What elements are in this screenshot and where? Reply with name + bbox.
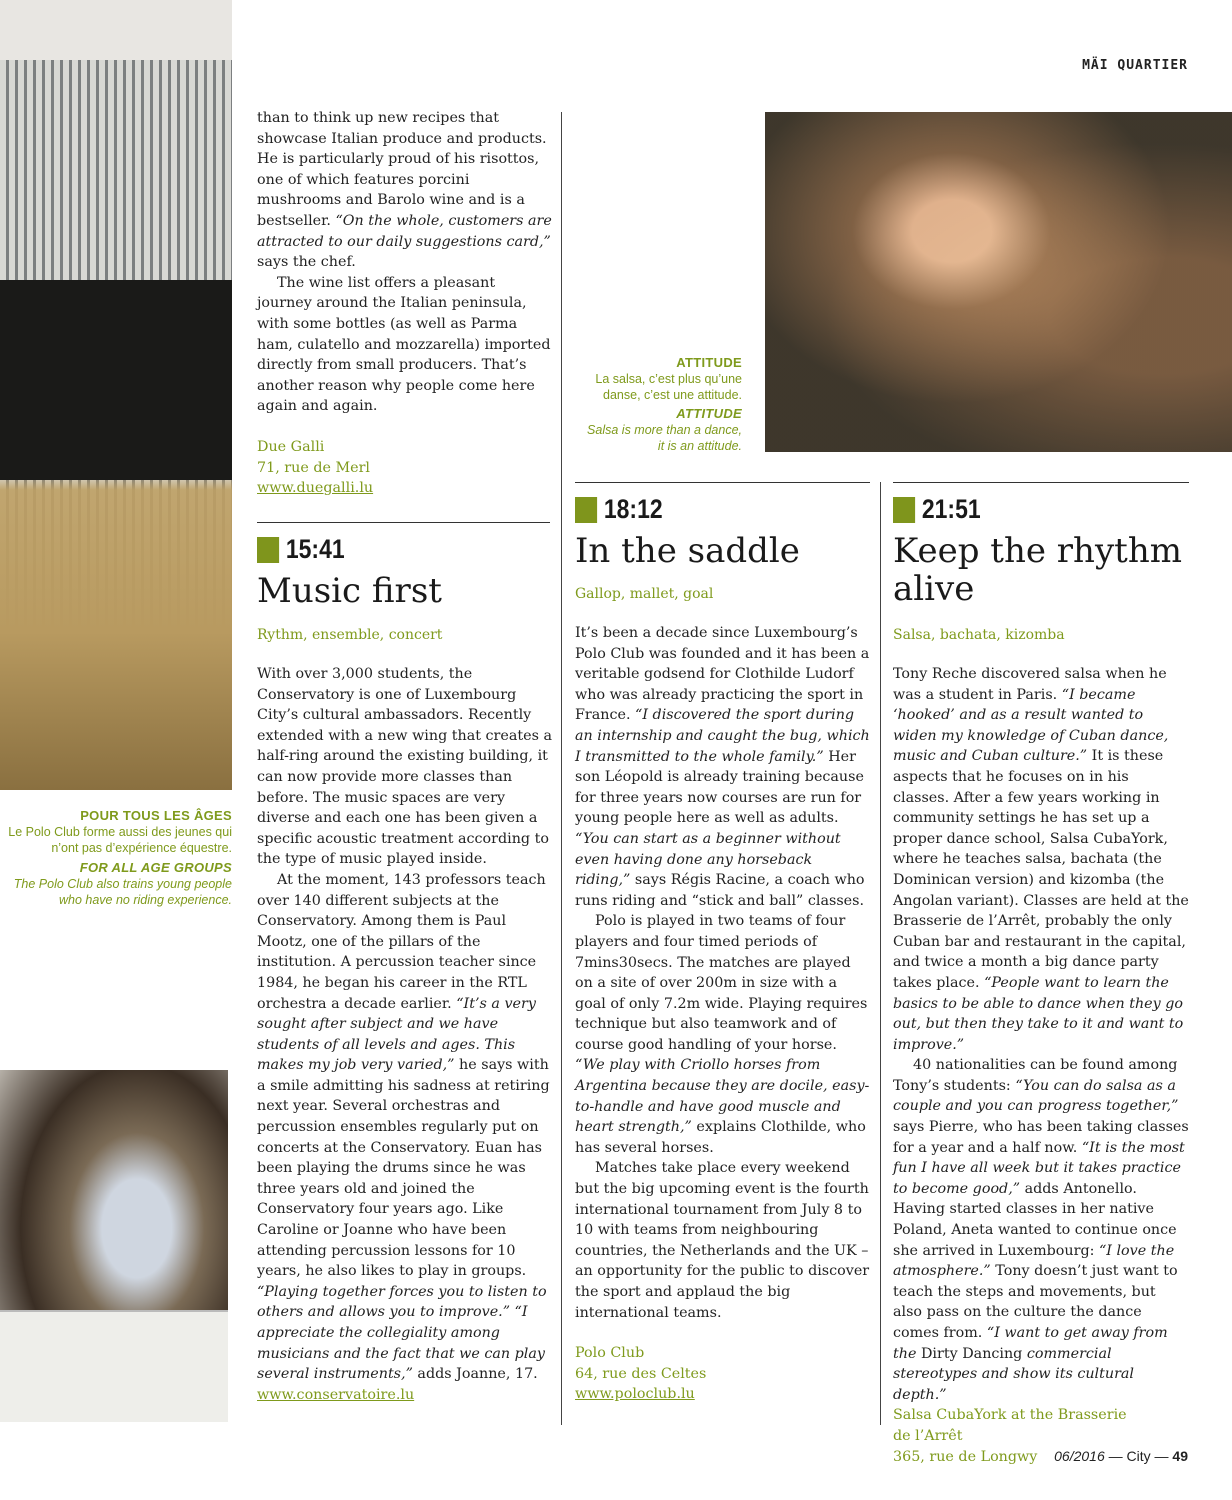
page-number: 49 xyxy=(1172,1448,1188,1464)
body-text: says Régis Racine, a coach who runs riding and “stick and ball” classes. xyxy=(575,872,865,909)
article-title: Keep the rhythm alive xyxy=(893,531,1182,609)
polo-caption xyxy=(0,808,232,908)
section-rule xyxy=(257,522,550,523)
quote-text: “I want to get away from the xyxy=(893,1325,1168,1362)
page-footer xyxy=(1054,1448,1188,1464)
caption-title-fr: ATTITUDE xyxy=(676,355,742,370)
paragraph xyxy=(575,829,871,911)
salsa-caption xyxy=(580,355,742,454)
time-text: 15:41 xyxy=(285,534,345,564)
stable-photo xyxy=(0,0,232,790)
paragraph xyxy=(893,1055,1189,1405)
body-text: says the chef. xyxy=(257,254,356,271)
body-text: Dirty Dancing xyxy=(920,1345,1023,1362)
article-body xyxy=(257,664,553,1405)
venue-link[interactable]: www.duegalli.lu xyxy=(257,480,374,497)
venue-name: Due Galli xyxy=(257,438,325,455)
article-title: Music first xyxy=(257,571,442,611)
body-text: With over 3,000 students, the Conservatory is one of Luxembourg City’s cultural ambassadors. Recently extended with a new wing that creates a half-ring around the existing building, it can now provide more classes than before. The music spaces are very diverse and each one has been given a specific acoustic treatment according to the type of music played inside. xyxy=(257,666,552,868)
body-text: 40 nationalities can be found among Tony’s students: xyxy=(893,1057,1178,1094)
venue-link[interactable]: www.conservatoire.lu xyxy=(257,1386,415,1403)
paragraph xyxy=(257,870,553,1385)
column-divider xyxy=(561,112,562,1425)
venue-name: Salsa CubaYork at the Brasserie xyxy=(893,1407,1127,1424)
quote-text: “We play with Criollo horses from Argentina because they are docile, easy-to-handle and have good muscle and heart strength,” xyxy=(575,1057,870,1136)
time-text: 21:51 xyxy=(921,494,981,524)
quote-text: “You can do salsa as a couple and you can progress together,” xyxy=(893,1077,1179,1115)
address-block xyxy=(257,1385,553,1406)
venue-link[interactable]: www.poloclub.lu xyxy=(575,1386,695,1403)
green-square-icon xyxy=(575,497,597,523)
venue-street: 64, rue des Celtes xyxy=(575,1365,707,1382)
quote-text: “It is the most fun I have all week but it takes practice to become good,” xyxy=(893,1139,1185,1197)
section-rule xyxy=(575,482,870,483)
green-square-icon xyxy=(893,497,915,523)
paragraph xyxy=(575,1158,871,1323)
quote-text: “You can start as a beginner without even having done any horseback riding,” xyxy=(575,830,841,889)
venue-name: Polo Club xyxy=(575,1345,645,1362)
paragraph xyxy=(257,108,553,273)
due-galli-continuation xyxy=(257,108,553,499)
body-text: Polo is played in two teams of four players and four timed periods of 7mins30secs. The matches are played on a site of over 200m in size with a goal of only 7.2m wide. Playing requires technique but also teamwork and of course good handling of your horse. xyxy=(575,913,868,1053)
salsa-photo xyxy=(765,112,1232,452)
article-body xyxy=(575,623,871,1405)
venue-street: 365, rue de Longwy xyxy=(893,1448,1038,1465)
quote-text: “On the whole, customers are attracted to our daily suggestions card,” xyxy=(257,212,552,250)
caption-text-fr: Le Polo Club forme aussi des jeunes qui n’ont pas d’expérience équestre. xyxy=(8,825,232,855)
caption-text-en: Salsa is more than a dance, it is an attitude. xyxy=(587,423,742,453)
article-body xyxy=(893,664,1189,1467)
article-kicker: Gallop, mallet, goal xyxy=(575,586,714,602)
body-text: than to think up new recipes that showcase Italian produce and products. He is particularly proud of his risottos, one of which features porcini mushrooms and Barolo wine and is a bestseller. xyxy=(257,110,547,229)
section-rule xyxy=(893,482,1189,483)
body-text: says Pierre, who has been taking classes for a year and a half now. xyxy=(893,1119,1189,1156)
body-text: Tony doesn’t just want to teach the steps and movements, but also pass on the culture the dance comes from. xyxy=(893,1263,1178,1341)
paragraph xyxy=(893,664,1189,1055)
section-label: MÄI QUARTIER xyxy=(1082,58,1188,73)
time-text: 18:12 xyxy=(603,494,663,524)
paragraph xyxy=(257,664,553,870)
caption-text-fr: La salsa, c’est plus qu’une danse, c’est une attitude. xyxy=(595,372,742,402)
venue-name-cont: de l’Arrêt xyxy=(893,1427,963,1444)
quote-text: “I became ‘hooked’ and as a result wanted to widen my knowledge of Cuban dance, music and Cuban culture.” xyxy=(893,686,1169,765)
time-label xyxy=(575,494,663,525)
venue-street: 71, rue de Merl xyxy=(257,459,370,476)
waiter-photo xyxy=(0,1070,228,1422)
quote-text: “People want to learn the basics to be able to dance when they go out, but then they take to it and want to improve.” xyxy=(893,974,1184,1053)
body-text: It’s been a decade since Luxembourg’s Polo Club was founded and it has been a veritable godsend for Clothilde Ludorf who was already practicing the sport in France. xyxy=(575,625,870,724)
issue-date: 06/2016 xyxy=(1054,1448,1105,1464)
caption-title-fr: POUR TOUS LES ÂGES xyxy=(80,808,232,823)
address-block xyxy=(257,437,553,499)
article-kicker: Rythm, ensemble, concert xyxy=(257,627,443,643)
time-label xyxy=(257,534,345,565)
column-divider xyxy=(880,482,881,1425)
body-text: The wine list offers a pleasant journey around the Italian peninsula, with some bottles (as well as Parma ham, culatello and mozzarella) imported directly from small producers. That’s another reason why people come here again and again. xyxy=(257,274,551,415)
green-square-icon xyxy=(257,537,279,563)
body-text: adds Joanne, 17. xyxy=(412,1366,538,1383)
caption-title-en: FOR ALL AGE GROUPS xyxy=(79,860,232,875)
article-title: In the saddle xyxy=(575,531,800,571)
paragraph xyxy=(257,273,553,417)
paragraph xyxy=(575,623,871,829)
time-label xyxy=(893,494,981,525)
paragraph xyxy=(575,911,871,1158)
address-block xyxy=(575,1343,871,1405)
article-kicker: Salsa, bachata, kizomba xyxy=(893,627,1065,643)
body-text: Matches take place every weekend but the big upcoming event is the fourth international tournament from July 8 to 10 with teams from neighbouring countries, the Netherlands and the UK – an opportunity for the public to discover the sport and applaud the big international teams. xyxy=(575,1160,870,1321)
body-text: explains Clothilde, who has several horses. xyxy=(575,1119,866,1156)
quote-text: “I discovered the sport during an internship and caught the bug, which I transmitted to the whole family.” xyxy=(575,707,870,765)
magazine-name: — City — xyxy=(1104,1448,1173,1464)
body-text: At the moment, 143 professors teach over 140 different subjects at the Conservatory. Among them is Paul Mootz, one of the pillars of the institution. A percussion teacher since 1984, he began his career in the RTL orchestra a decade earlier. xyxy=(257,871,546,1012)
quote-text: “It’s a very sought after subject and we have students of all levels and ages. This makes my job very varied,” xyxy=(257,995,536,1074)
body-text: adds Antonello. Having started classes in her native Poland, Aneta wanted to continue once she arrived in Luxembourg: xyxy=(893,1180,1177,1259)
body-text: Tony Reche discovered salsa when he was a student in Paris. xyxy=(893,666,1167,703)
body-text: he says with a smile admitting his sadness at retiring next year. Several orchestras and percussion ensembles regularly put on concerts at the Conservatory. Euan has been playing the drums since he was three years old and joined the Conservatory four years ago. Like Caroline or Joanne who have been attending percussion lessons for 10 years, he also likes to play in groups. xyxy=(257,1057,550,1280)
body-text: It is these aspects that he focuses on in his classes. After a few years working in community settings he has set up a proper dance school, Salsa CubaYork, where he teaches salsa, bachata (the Dominican version) and kizomba (the Angolan variant). Classes are held at the Brasserie de l’Arrêt, probably the only Cuban bar and restaurant in the capital, and twice a month a big dance party takes place. xyxy=(893,748,1189,991)
quote-text: commercial stereotypes and show its cultural depth.” xyxy=(893,1345,1134,1403)
caption-text-en: The Polo Club also trains young people who have no riding experience. xyxy=(13,877,232,907)
caption-title-en: ATTITUDE xyxy=(676,406,742,421)
quote-text: “I love the atmosphere.” xyxy=(893,1242,1175,1280)
body-text: Her son Léopold is already training because for three years now courses are run for young people here as well as adults. xyxy=(575,748,864,827)
quote-text: “Playing together forces you to listen to others and allows you to improve.” “I appreciate the collegiality among musicians and the fact that we can play several instruments,” xyxy=(257,1283,547,1383)
